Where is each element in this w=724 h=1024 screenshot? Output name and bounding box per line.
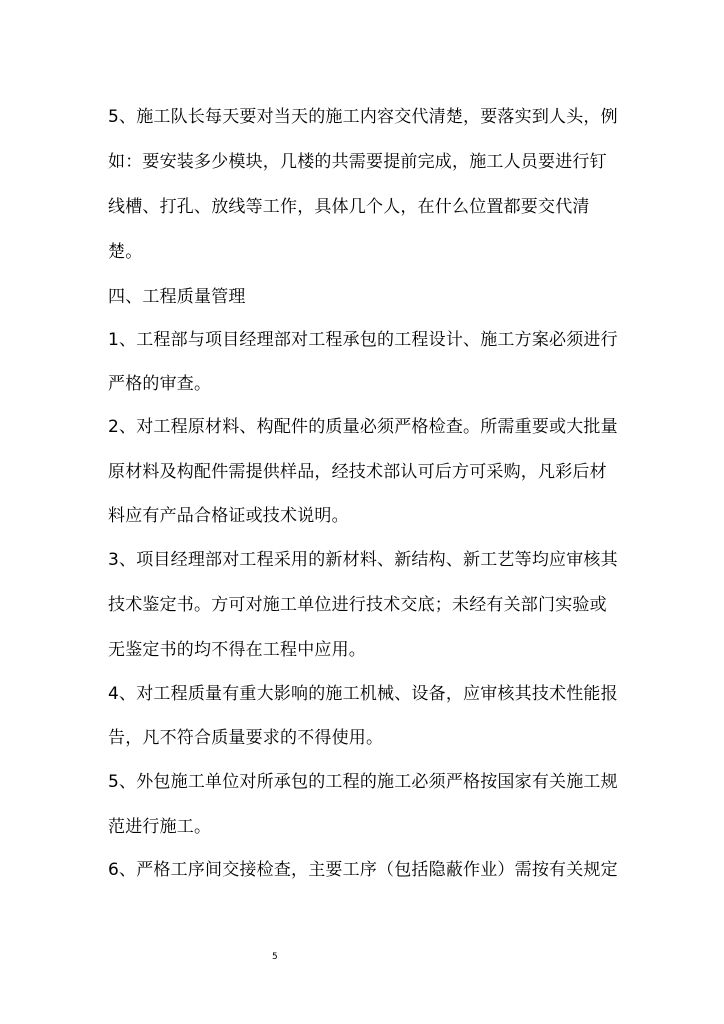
text-line: 5、外包施工单位对所承包的工程的施工必须严格按国家有关施工规 bbox=[108, 772, 618, 792]
section-heading: 四、工程质量管理 bbox=[108, 287, 246, 307]
page-number: 5 bbox=[272, 952, 278, 962]
text-line: 6、严格工序间交接检查，主要工序（包括隐蔽作业）需按有关规定 bbox=[108, 860, 618, 880]
text-line: 无鉴定书的均不得在工程中应用。 bbox=[108, 640, 366, 660]
text-line: 技术鉴定书。方可对施工单位进行技术交底；未经有关部门实验或 bbox=[108, 595, 607, 615]
text-line: 告，凡不符合质量要求的不得使用。 bbox=[108, 728, 384, 748]
text-line: 料应有产品合格证或技术说明。 bbox=[108, 506, 349, 526]
text-line: 1、工程部与项目经理部对工程承包的工程设计、施工方案必须进行 bbox=[108, 330, 618, 350]
text-line: 3、项目经理部对工程采用的新材料、新结构、新工艺等均应审核其 bbox=[108, 550, 618, 570]
text-line: 2、对工程原材料、构配件的质量必须严格检查。所需重要或大批量 bbox=[108, 417, 618, 437]
text-line: 原材料及构配件需提供样品，经技术部认可后方可采购，凡彩后材 bbox=[108, 462, 607, 482]
text-line: 严格的审查。 bbox=[108, 374, 212, 394]
text-line: 线槽、打孔、放线等工作，具体几个人，在什么位置都要交代清 bbox=[108, 197, 590, 217]
text-line: 4、对工程质量有重大影响的施工机械、设备，应审核其技术性能报 bbox=[108, 684, 618, 704]
text-line: 5、施工队长每天要对当天的施工内容交代清楚，要落实到人头，例 bbox=[108, 107, 618, 127]
text-line: 楚。 bbox=[108, 242, 143, 262]
text-line: 范进行施工。 bbox=[108, 817, 212, 837]
text-line: 如：要安装多少模块，几楼的共需要提前完成，施工人员要进行钉 bbox=[108, 152, 607, 172]
